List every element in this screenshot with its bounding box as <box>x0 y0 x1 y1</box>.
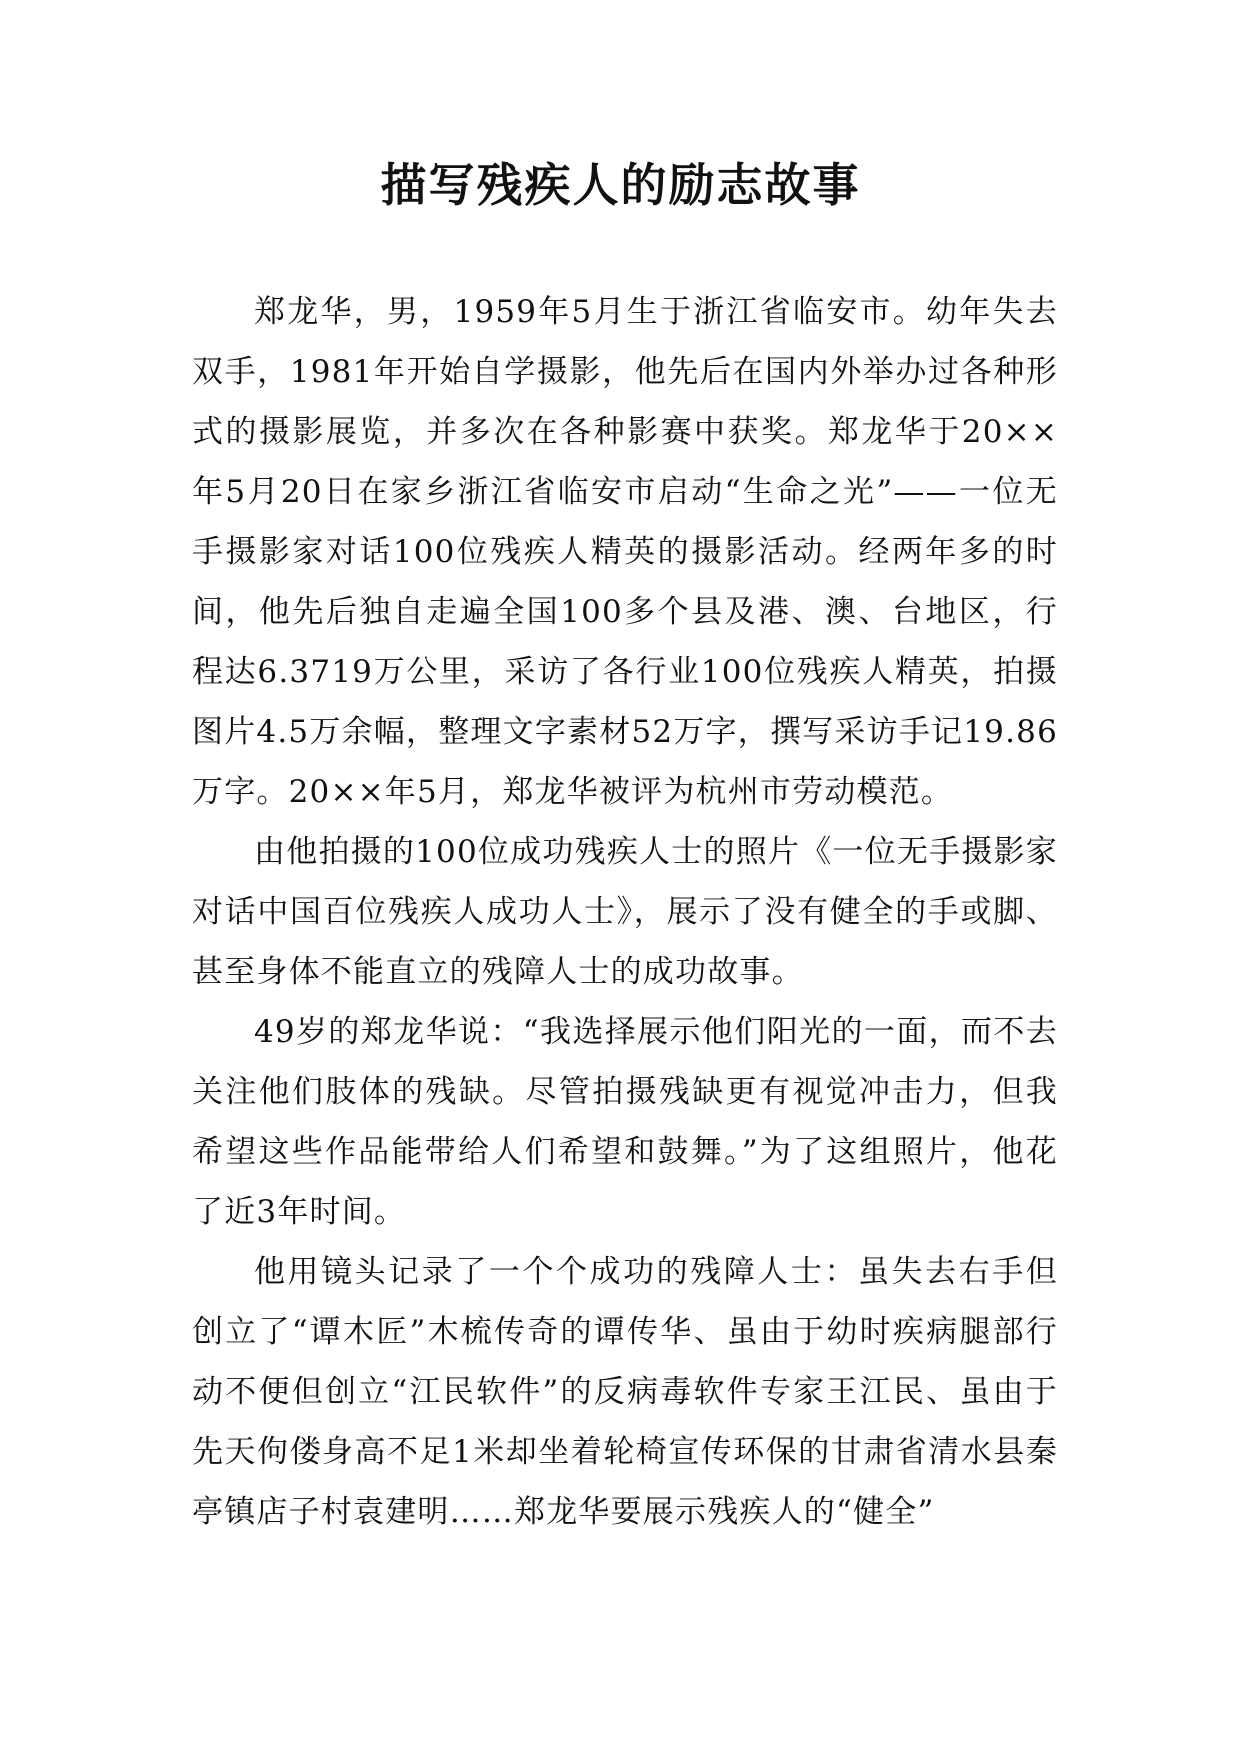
paragraph-2: 由他拍摄的100位成功残疾人士的照片《一位无手摄影家对话中国百位残疾人成功人士》，展示了没有健全的手或脚、甚至身体不能直立的残障人士的成功故事。 <box>192 834 1058 990</box>
document-title: 描写残疾人的励志故事 <box>380 158 861 212</box>
document-body <box>192 282 1058 1542</box>
paragraph-1: 郑龙华，男，1959年5月生于浙江省临安市。幼年失去双手，1981年开始自学摄影，他先后在国内外举办过各种形式的摄影展览，并多次在各种影赛中获奖。郑龙华于20××年5月20日在家乡浙江省临安市启动“生命之光”——一位无手摄影家对话100位残疾人精英的摄影活动。经两年多的时间，他先后独自走遍全国100多个县及港、澳、台地区，行程达6.3719万公里，采访了各行业100位残疾人精英，拍摄图片4.5万余幅，整理文字素材52万字，撰写采访手记19.86万字。20××年5月，郑龙华被评为杭州市劳动模范。 <box>192 294 1058 810</box>
paragraph-3: 49岁的郑龙华说：“我选择展示他们阳光的一面，而不去关注他们肢体的残缺。尽管拍摄残缺更有视觉冲击力，但我希望这些作品能带给人们希望和鼓舞。”为了这组照片，他花了近3年时间。 <box>192 1014 1058 1230</box>
paragraph-4: 他用镜头记录了一个个成功的残障人士：虽失去右手但创立了“谭木匠”木梳传奇的谭传华、虽由于幼时疾病腿部行动不便但创立“江民软件”的反病毒软件专家王江民、虽由于先天佝偻身高不足1米却坐着轮椅宣传环保的甘肃省清水县秦亭镇店子村袁建明……郑龙华要展示残疾人的“健全” <box>192 1254 1058 1530</box>
